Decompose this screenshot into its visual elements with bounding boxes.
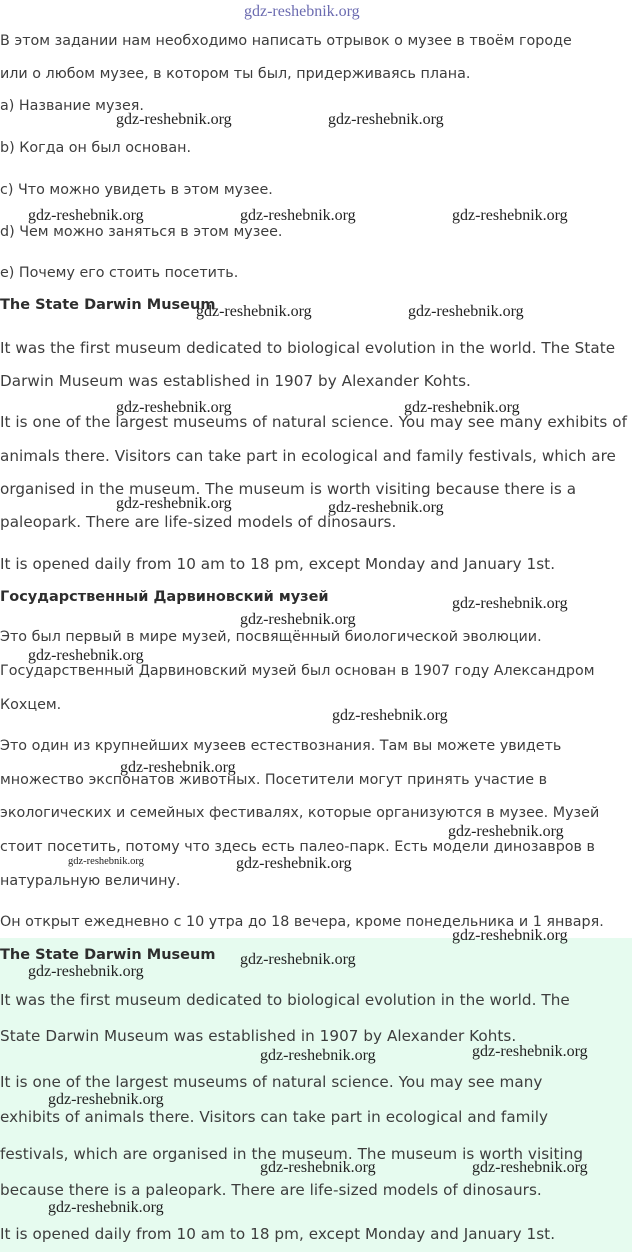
watermark-text: gdz-reshebnik.org: [236, 855, 352, 872]
watermark-text: gdz-reshebnik.org: [452, 595, 568, 612]
task-line: или о любом музее, в котором ты был, придерживаясь плана.: [0, 66, 471, 82]
watermark-text: gdz-reshebnik.org: [28, 207, 144, 224]
watermark-text: gdz-reshebnik.org: [116, 495, 232, 512]
english-line: animals there. Visitors can take part in ecological and family festivals, which are: [0, 447, 616, 465]
watermark-text: gdz-reshebnik.org: [448, 823, 564, 840]
task-plan-item: a) Название музея.: [0, 98, 144, 114]
watermark-text: gdz-reshebnik.org: [28, 963, 144, 980]
russian-title: Государственный Дарвиновский музей: [0, 589, 329, 605]
russian-line: натуральную величину.: [0, 873, 181, 889]
task-plan-item: e) Почему его стоить посетить.: [0, 265, 239, 281]
watermark-text: gdz-reshebnik.org: [472, 1159, 588, 1176]
watermark-text: gdz-reshebnik.org: [196, 303, 312, 320]
english-line: Darwin Museum was established in 1907 by Alexander Kohts.: [0, 372, 471, 390]
russian-line: множество экспонатов животных. Посетители могут принять участие в: [0, 772, 548, 788]
english-line: State Darwin Museum was established in 1907 by Alexander Kohts.: [0, 1027, 517, 1045]
watermark-text: gdz-reshebnik.org: [260, 1159, 376, 1176]
watermark-text: gdz-reshebnik.org: [68, 856, 144, 867]
watermark-text: gdz-reshebnik.org: [452, 207, 568, 224]
watermark-text: gdz-reshebnik.org: [240, 611, 356, 628]
english-line: festivals, which are organised in the museum. The museum is worth visiting: [0, 1145, 584, 1163]
task-line: В этом задании нам необходимо написать отрывок о музее в твоём городе: [0, 33, 572, 49]
english-line: It was the first museum dedicated to biological evolution in the world. The: [0, 991, 570, 1009]
english-title-highlighted: The State Darwin Museum: [0, 947, 216, 963]
watermark-text: gdz-reshebnik.org: [48, 1091, 164, 1108]
english-line: It is opened daily from 10 am to 18 pm, except Monday and January 1st.: [0, 1225, 556, 1243]
watermark-text: gdz-reshebnik.org: [408, 303, 524, 320]
english-line: paleopark. There are life-sized models of dinosaurs.: [0, 513, 397, 531]
watermark-text: gdz-reshebnik.org: [240, 951, 356, 968]
english-line: It was the first museum dedicated to biological evolution in the world. The State: [0, 339, 616, 357]
watermark-text: gdz-reshebnik.org: [452, 927, 568, 944]
english-line: It is one of the largest museums of natural science. You may see many: [0, 1073, 543, 1091]
russian-line: стоит посетить, потому что здесь есть палео-парк. Есть модели динозавров в: [0, 839, 595, 855]
watermark-text: gdz-reshebnik.org: [404, 399, 520, 416]
task-plan-item: c) Что можно увидеть в этом музее.: [0, 182, 273, 198]
english-line: It is one of the largest museums of natural science. You may see many exhibits of: [0, 413, 627, 431]
watermark-text: gdz-reshebnik.org: [120, 759, 236, 776]
russian-line: Это был первый в мире музей, посвящённый биологической эволюции.: [0, 629, 542, 645]
watermark-text: gdz-reshebnik.org: [116, 111, 232, 128]
russian-line: Это один из крупнейших музеев естествознания. Там вы можете увидеть: [0, 738, 562, 754]
english-title: The State Darwin Museum: [0, 297, 216, 313]
russian-line: Государственный Дарвиновский музей был основан в 1907 году Александром: [0, 663, 595, 679]
english-line: It is opened daily from 10 am to 18 pm, except Monday and January 1st.: [0, 555, 556, 573]
watermark-text: gdz-reshebnik.org: [244, 3, 360, 20]
russian-line: Кохцем.: [0, 697, 62, 713]
watermark-text: gdz-reshebnik.org: [328, 499, 444, 516]
english-line: because there is a paleopark. There are life-sized models of dinosaurs.: [0, 1181, 542, 1199]
task-plan-item: d) Чем можно заняться в этом музее.: [0, 224, 283, 240]
task-plan-item: b) Когда он был основан.: [0, 140, 192, 156]
watermark-text: gdz-reshebnik.org: [328, 111, 444, 128]
watermark-text: gdz-reshebnik.org: [332, 707, 448, 724]
russian-line: Он открыт ежедневно с 10 утра до 18 вечера, кроме понедельника и 1 января.: [0, 914, 604, 930]
english-line: organised in the museum. The museum is worth visiting because there is a: [0, 480, 577, 498]
russian-line: экологических и семейных фестивалях, которые организуются в музее. Музей: [0, 805, 600, 821]
watermark-text: gdz-reshebnik.org: [116, 399, 232, 416]
watermark-text: gdz-reshebnik.org: [260, 1047, 376, 1064]
watermark-text: gdz-reshebnik.org: [48, 1199, 164, 1216]
watermark-text: gdz-reshebnik.org: [28, 647, 144, 664]
english-line: exhibits of animals there. Visitors can take part in ecological and family: [0, 1108, 549, 1126]
watermark-text: gdz-reshebnik.org: [240, 207, 356, 224]
watermark-text: gdz-reshebnik.org: [472, 1043, 588, 1060]
